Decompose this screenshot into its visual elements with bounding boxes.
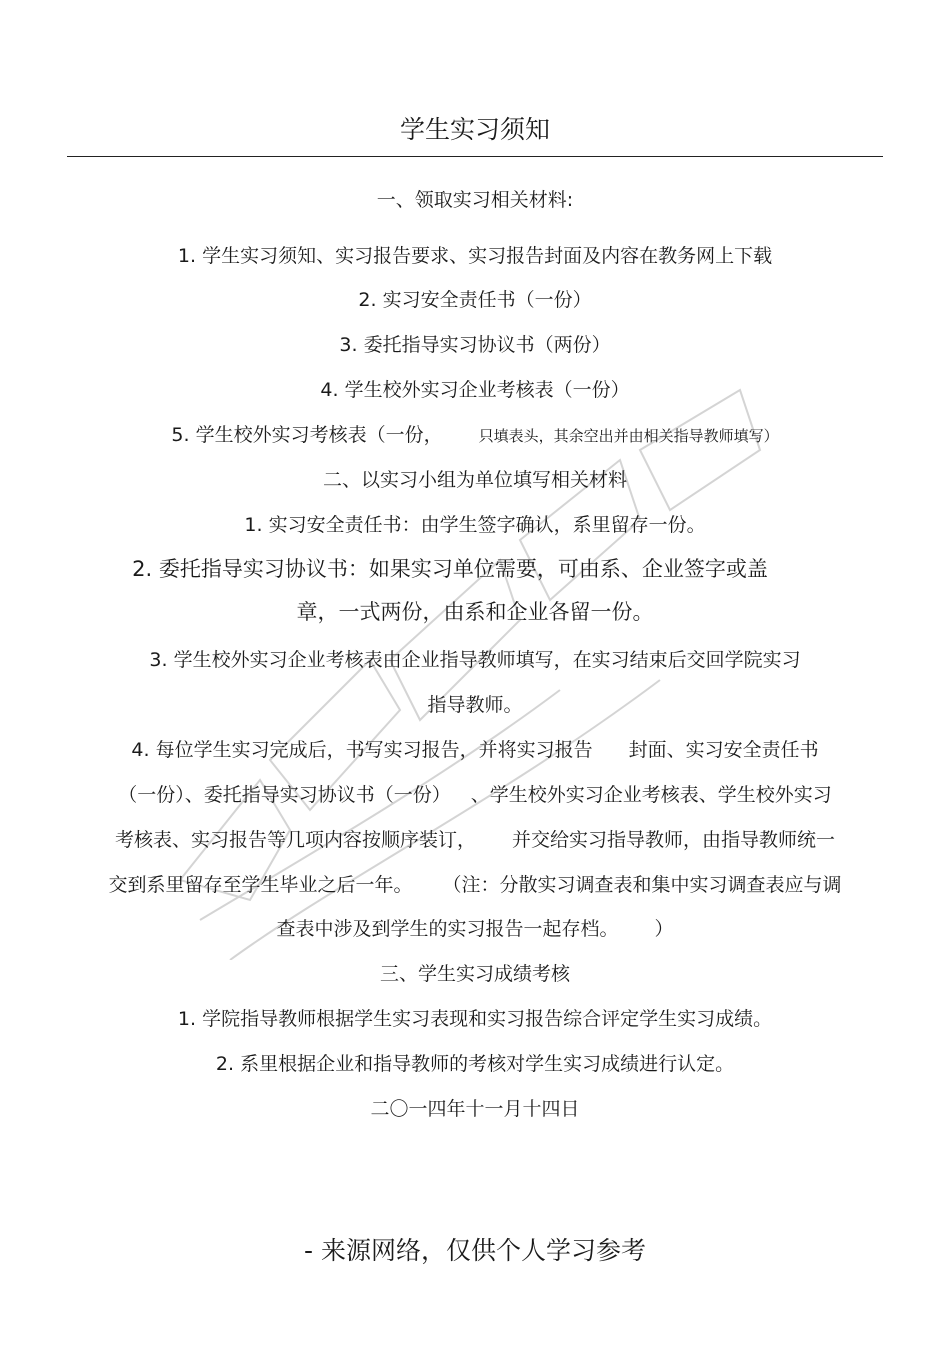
section2-item-4-line-4-b: （注：分散实习调查表和集中实习调查表应与调 [442, 874, 842, 896]
section2-item-2-line-1: 2. 委托指导实习协议书：如果实习单位需要，可由系、企业签字或盖 [132, 557, 768, 581]
section2-item-4-line-5-a: 查表中涉及到学生的实习报告一起存档。 [276, 918, 619, 940]
title-divider [67, 156, 883, 157]
section2-item-1: 1. 实习安全责任书：由学生签字确认，系里留存一份。 [244, 514, 706, 536]
section1-item-2: 2. 实习安全责任书（一份） [358, 289, 592, 311]
section2-item-2-line-2: 章，一式两份，由系和企业各留一份。 [296, 600, 654, 624]
section2-item-4-line-2-a: （一份）、委托指导实习协议书（一份） [118, 784, 451, 806]
section2-item-4-line-1-a: 4. 每位学生实习完成后，书写实习报告，并将实习报告 [131, 739, 593, 761]
section2-item-4-line-3-b: 并交给实习指导教师，由指导教师统一 [512, 829, 836, 851]
section2-item-4-line-2-b: 、学生校外实习企业考核表、学生校外实习 [470, 784, 832, 806]
section1-item-1: 1. 学生实习须知、实习报告要求、实习报告封面及内容在教务网上下载 [177, 245, 773, 267]
section2-item-3-line-1: 3. 学生校外实习企业考核表由企业指导教师填写，在实习结束后交回学院实习 [149, 649, 801, 671]
section1-item-5 [0, 423, 950, 448]
section2-item-3-line-2: 指导教师。 [427, 694, 523, 716]
section2-item-4-line-3-a: 考核表、实习报告等几项内容按顺序装订， [114, 829, 476, 851]
section1-item-3: 3. 委托指导实习协议书（两份） [339, 334, 611, 356]
section2-heading: 二、以实习小组为单位填写相关材料 [322, 469, 627, 491]
section3-item-1: 1. 学院指导教师根据学生实习表现和实习报告综合评定学生实习成绩。 [177, 1008, 773, 1030]
section2-item-4-line-2 [0, 783, 950, 807]
section2-item-4-line-1 [0, 738, 950, 762]
section1-item-5-note: 只填表头，其余空出并由相关指导教师填写） [478, 427, 779, 445]
source-footer: - 来源网络，仅供个人学习参考 [304, 1236, 646, 1265]
section3-heading: 三、学生实习成绩考核 [379, 963, 570, 985]
section2-item-4-line-5-b: ） [654, 918, 674, 940]
section2-item-4-line-1-b: 封面、实习安全责任书 [628, 739, 819, 761]
section1-item-4: 4. 学生校外实习企业考核表（一份） [320, 379, 630, 401]
section3-item-2: 2. 系里根据企业和指导教师的考核对学生实习成绩进行认定。 [215, 1053, 735, 1075]
document-date: 二〇一四年十一月十四日 [370, 1098, 580, 1120]
section2-item-4-line-3 [0, 828, 950, 852]
section1-item-5-main: 5. 学生校外实习考核表（一份， [171, 424, 443, 446]
section2-item-4-line-4 [0, 873, 950, 897]
section1-heading: 一、领取实习相关材料: [376, 189, 574, 211]
section2-item-4-line-4-a: 交到系里留存至学生毕业之后一年。 [108, 874, 413, 896]
section2-item-4-line-5 [0, 917, 950, 941]
page-title: 学生实习须知 [399, 115, 550, 144]
